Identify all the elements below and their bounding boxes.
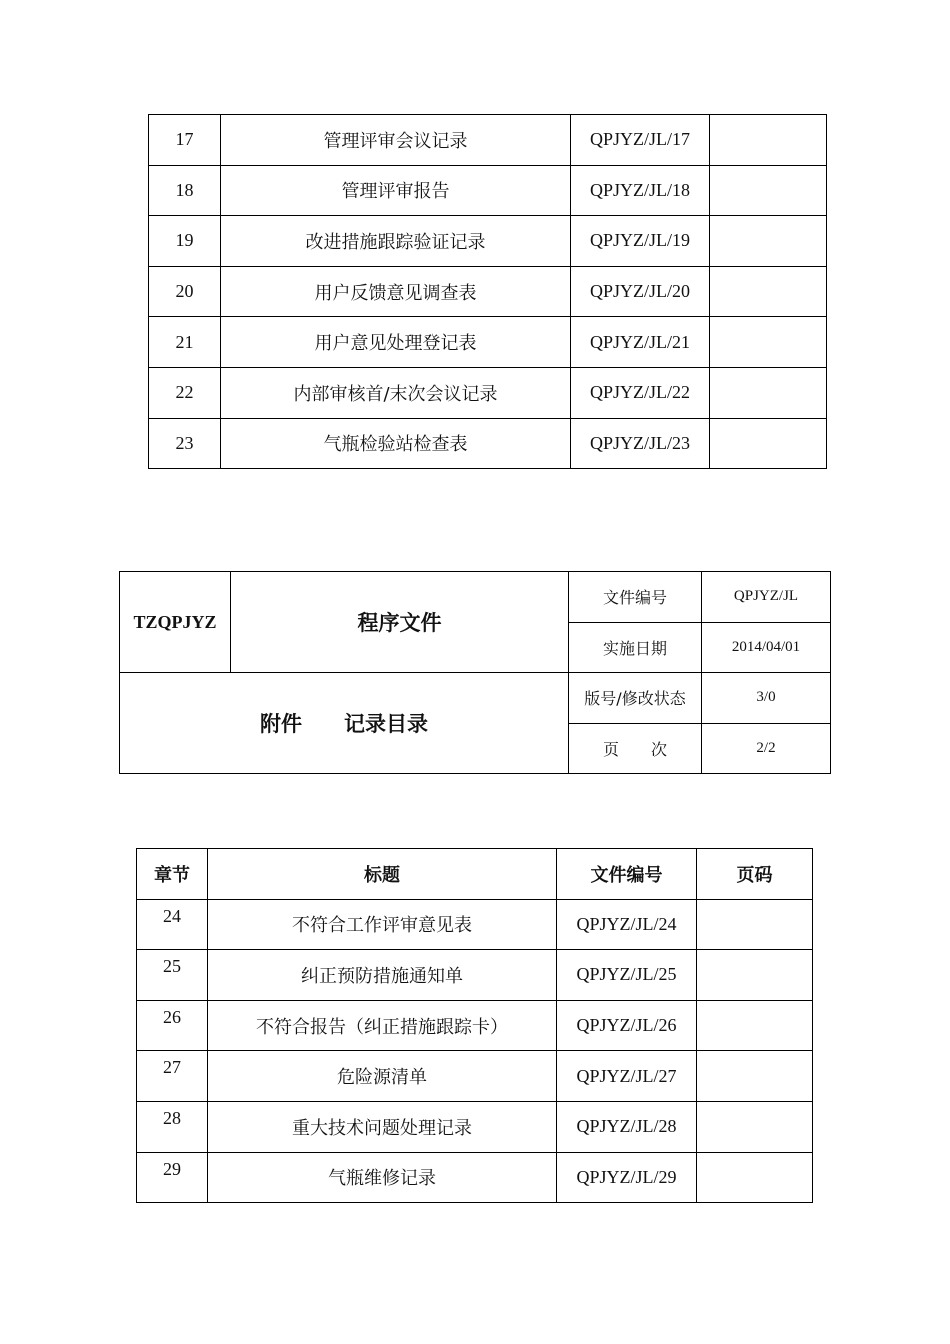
row-file-code: QPJYZ/JL/20: [571, 266, 710, 317]
row-number: 21: [149, 317, 221, 368]
row-number: 23: [149, 418, 221, 469]
row-number: 18: [149, 165, 221, 216]
row-title: 改进措施跟踪验证记录: [221, 216, 571, 267]
row-title: 内部审核首/末次会议记录: [221, 367, 571, 418]
row-number: 28: [137, 1101, 208, 1152]
row-file-code: QPJYZ/JL/27: [557, 1051, 697, 1102]
table-row: [149, 165, 827, 216]
page-value: 2/2: [702, 723, 831, 774]
document-header: [119, 571, 831, 774]
records-table-part2: [136, 848, 813, 1203]
row-page: [710, 165, 827, 216]
row-number: 29: [137, 1152, 208, 1203]
row-file-code: QPJYZ/JL/22: [571, 367, 710, 418]
row-number: 22: [149, 367, 221, 418]
records-table-part2-body: [137, 849, 813, 1203]
row-page: [697, 899, 813, 950]
col-header-file-no: 文件编号: [557, 849, 697, 900]
org-code: TZQPJYZ: [120, 572, 231, 673]
date-value: 2014/04/01: [702, 622, 831, 673]
row-page: [710, 216, 827, 267]
row-number: 24: [137, 899, 208, 950]
row-number: 27: [137, 1051, 208, 1102]
row-file-code: QPJYZ/JL/28: [557, 1101, 697, 1152]
row-page: [697, 950, 813, 1001]
row-page: [697, 1101, 813, 1152]
row-file-code: QPJYZ/JL/17: [571, 115, 710, 166]
row-title: 纠正预防措施通知单: [208, 950, 557, 1001]
row-title: 气瓶检验站检查表: [221, 418, 571, 469]
table-row: [149, 266, 827, 317]
row-page: [697, 1152, 813, 1203]
row-number: 20: [149, 266, 221, 317]
attachment-title: 附件 记录目录: [120, 673, 569, 774]
row-page: [697, 1051, 813, 1102]
col-header-section: 章节: [137, 849, 208, 900]
row-title: 用户意见处理登记表: [221, 317, 571, 368]
doc-type-title: 程序文件: [231, 572, 569, 673]
row-number: 26: [137, 1000, 208, 1051]
row-number: 25: [137, 950, 208, 1001]
table-row: [149, 115, 827, 166]
row-title: 重大技术问题处理记录: [208, 1101, 557, 1152]
row-file-code: QPJYZ/JL/24: [557, 899, 697, 950]
table-row: [137, 1152, 813, 1203]
version-value: 3/0: [702, 673, 831, 724]
table-row: [149, 317, 827, 368]
row-title: 不符合工作评审意见表: [208, 899, 557, 950]
row-file-code: QPJYZ/JL/25: [557, 950, 697, 1001]
table-row: [137, 1000, 813, 1051]
table-row: [137, 1101, 813, 1152]
records-table-part1: [148, 114, 827, 469]
col-header-title: 标题: [208, 849, 557, 900]
file-no-label: 文件编号: [569, 572, 702, 623]
row-title: 用户反馈意见调查表: [221, 266, 571, 317]
row-number: 19: [149, 216, 221, 267]
row-page: [697, 1000, 813, 1051]
row-file-code: QPJYZ/JL/23: [571, 418, 710, 469]
table-row: [149, 418, 827, 469]
records-table-part1-body: [149, 115, 827, 469]
row-file-code: QPJYZ/JL/19: [571, 216, 710, 267]
table-row: [137, 950, 813, 1001]
row-page: [710, 317, 827, 368]
row-title: 不符合报告（纠正措施跟踪卡）: [208, 1000, 557, 1051]
row-file-code: QPJYZ/JL/18: [571, 165, 710, 216]
row-file-code: QPJYZ/JL/29: [557, 1152, 697, 1203]
row-page: [710, 367, 827, 418]
row-file-code: QPJYZ/JL/21: [571, 317, 710, 368]
table-header-row: [137, 849, 813, 900]
page-label: 页 次: [569, 723, 702, 774]
row-title: 管理评审会议记录: [221, 115, 571, 166]
file-no-value: QPJYZ/JL: [702, 572, 831, 623]
table-row: [137, 1051, 813, 1102]
row-page: [710, 115, 827, 166]
table-row: [149, 367, 827, 418]
row-title: 气瓶维修记录: [208, 1152, 557, 1203]
date-label: 实施日期: [569, 622, 702, 673]
row-title: 管理评审报告: [221, 165, 571, 216]
version-label: 版号/修改状态: [569, 673, 702, 724]
col-header-page: 页码: [697, 849, 813, 900]
table-row: [149, 216, 827, 267]
row-number: 17: [149, 115, 221, 166]
row-title: 危险源清单: [208, 1051, 557, 1102]
row-file-code: QPJYZ/JL/26: [557, 1000, 697, 1051]
row-page: [710, 266, 827, 317]
table-row: [137, 899, 813, 950]
row-page: [710, 418, 827, 469]
